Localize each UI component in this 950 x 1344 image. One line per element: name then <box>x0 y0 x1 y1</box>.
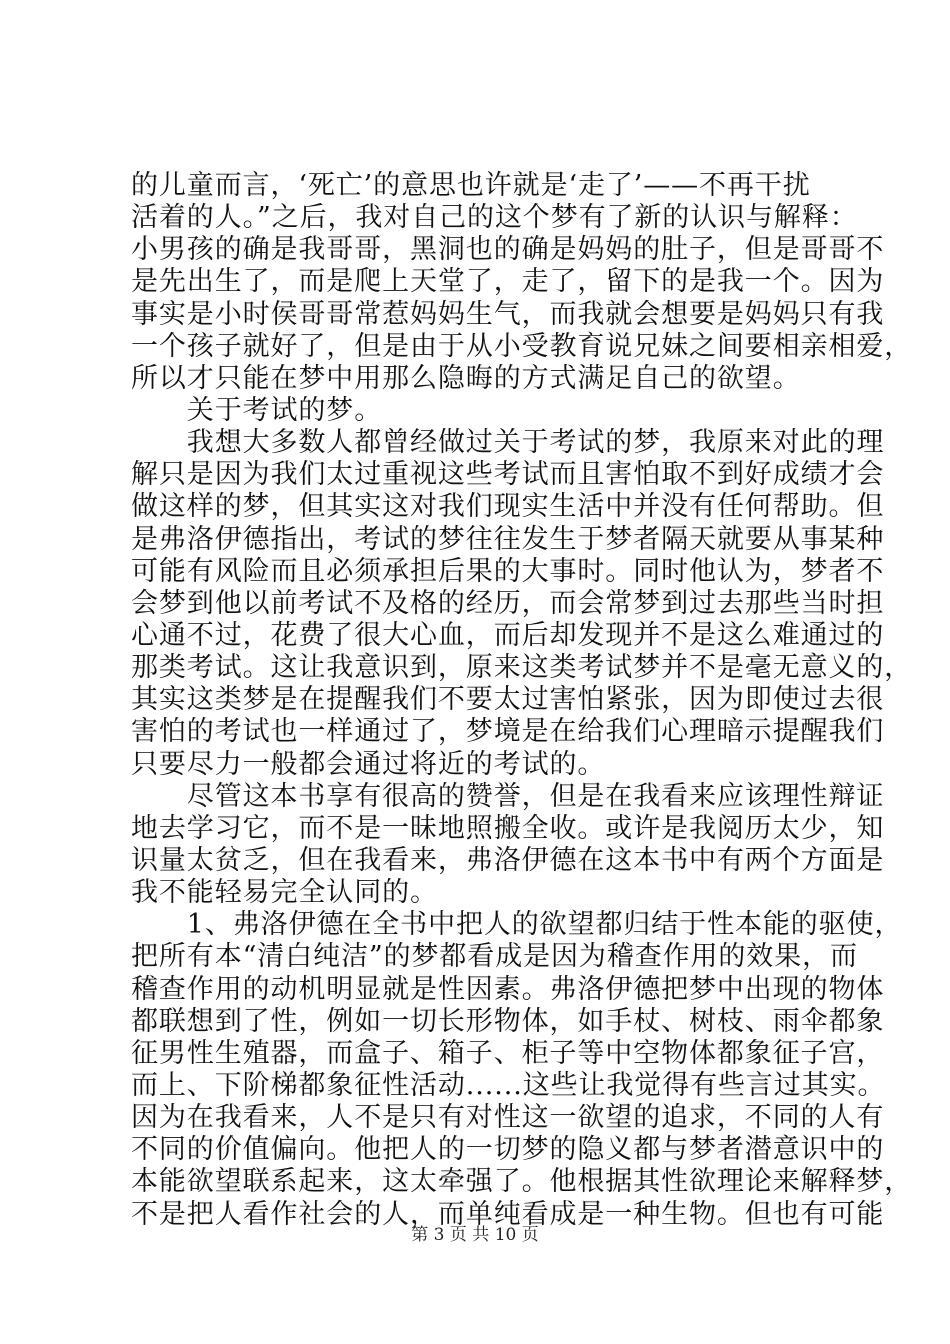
section-heading: 关于考试的梦。 <box>131 394 383 426</box>
text-line: 征男性生殖器，而盒子、箱子、柜子等中空物体都象征子宫， <box>131 1037 885 1069</box>
text-line: 不同的价值偏向。他把人的一切梦的隐义都与梦者潜意识中的 <box>131 1134 885 1166</box>
text-line: 害怕的考试也一样通过了，梦境是在给我们心理暗示提醒我们 <box>131 716 885 748</box>
body-text <box>131 170 913 1231</box>
text-line: 我想大多数人都曾经做过关于考试的梦，我原来对此的理 <box>131 427 885 459</box>
text-line: 只要尽力一般都会通过将近的考试的。 <box>131 748 606 780</box>
text-line: 地去学习它，而不是一昧地照搬全收。或许是我阅历太少，知 <box>131 812 885 844</box>
text-line: 所以才只能在梦中用那么隐晦的方式满足自己的欲望。 <box>131 362 801 394</box>
text-line: 稽查作用的动机明显就是性因素。弗洛伊德把梦中出现的物体 <box>131 973 885 1005</box>
text-line: 心通不过，花费了很大心血，而后却发现并不是这么难通过的 <box>131 619 885 651</box>
text-line: 其实这类梦是在提醒我们不要太过害怕紧张，因为即使过去很 <box>131 684 885 716</box>
text-line: 活着的人。”之后，我对自己的这个梦有了新的认识与解释： <box>131 202 858 234</box>
text-line: 事实是小时侯哥哥常惹妈妈生气，而我就会想要是妈妈只有我 <box>131 298 885 330</box>
text-line: 会梦到他以前考试不及格的经历，而会常梦到过去那些当时担 <box>131 587 885 619</box>
text-line: 识量太贫乏，但在我看来，弗洛伊德在这本书中有两个方面是 <box>131 844 885 876</box>
text-line: 一个孩子就好了，但是由于从小受教育说兄妹之间要相亲相爱， <box>131 330 913 362</box>
text-line: 小男孩的确是我哥哥，黑洞也的确是妈妈的肚子，但是哥哥不 <box>131 234 885 266</box>
text-line: 1、弗洛伊德在全书中把人的欲望都归结于性本能的驱使， <box>131 909 903 941</box>
text-line: 是弗洛伊德指出，考试的梦往往发生于梦者隔天就要从事某种 <box>131 523 885 555</box>
text-line: 不是把人看作社会的人，而单纯看成是一种生物。但也有可能 <box>131 1198 885 1230</box>
text-line: 本能欲望联系起来，这太牵强了。他根据其性欲理论来解释梦， <box>131 1166 913 1198</box>
page-number-footer: 第 3 页 共 10 页 <box>411 1225 539 1245</box>
text-line: 都联想到了性，例如一切长形物体，如手杖、树枝、雨伞都象 <box>131 1005 885 1037</box>
text-line: 因为在我看来，人不是只有对性这一欲望的追求，不同的人有 <box>131 1102 885 1134</box>
text-line: 尽管这本书享有很高的赞誉，但是在我看来应该理性辩证 <box>131 780 885 812</box>
text-line: 解只是因为我们太过重视这些考试而且害怕取不到好成绩才会 <box>131 459 885 491</box>
text-line: 我不能轻易完全认同的。 <box>131 877 438 909</box>
text-line: 而上、下阶梯都象征性活动......这些让我觉得有些言过其实。 <box>131 1069 886 1101</box>
text-line: 把所有本“清白纯洁”的梦都看成是因为稽查作用的效果，而 <box>131 941 858 973</box>
text-line: 那类考试。这让我意识到，原来这类考试梦并不是毫无意义的， <box>131 652 913 684</box>
text-line: 可能有风险而且必须承担后果的大事时。同时他认为，梦者不 <box>131 555 885 587</box>
text-line: 是先出生了，而是爬上天堂了，走了，留下的是我一个。因为 <box>131 266 885 298</box>
text-line: 的儿童而言，‘死亡’的意思也许就是‘走了’——不再干扰 <box>131 170 811 201</box>
text-line: 做这样的梦，但其实这对我们现实生活中并没有任何帮助。但 <box>131 491 885 523</box>
